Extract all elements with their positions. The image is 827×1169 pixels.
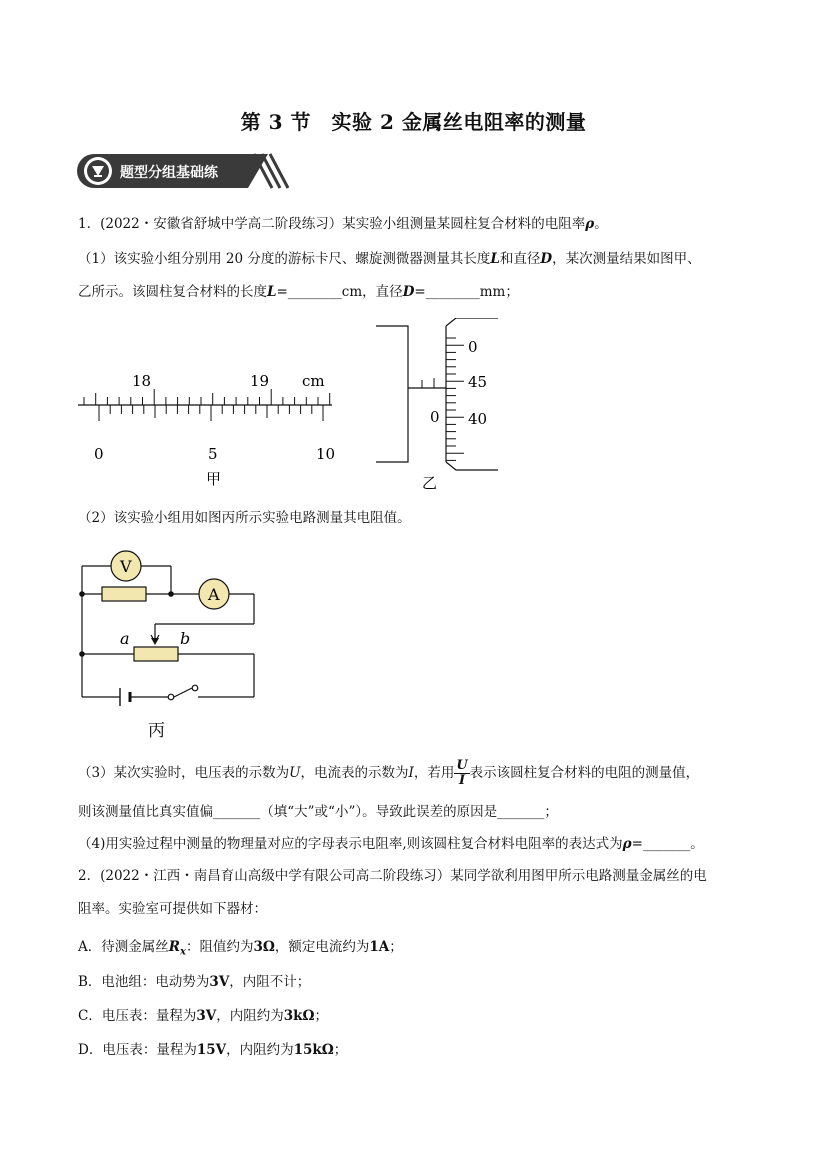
q1-part3-line2: 则该测量值比真实值偏_______（填“大”或“小”）。导致此误差的原因是_______；: [78, 804, 558, 820]
option-b-emf: 3V: [209, 974, 230, 990]
fraction-numerator: U: [456, 758, 468, 773]
q1-stem: [78, 214, 608, 234]
page-title: 第 3 节 实验 2 金属丝电阻率的测量: [240, 110, 587, 134]
resistivity-blank: =_______。: [631, 836, 704, 852]
fraction-U-over-I: [454, 759, 469, 788]
thimble-0: 0: [468, 338, 478, 356]
q2-option-d: [78, 1040, 347, 1060]
q1-stem-end: 。: [594, 216, 608, 232]
option-a-text: A．待测金属丝: [78, 939, 169, 955]
banner-label: 题型分组基础练: [120, 165, 218, 181]
caliper-vernier-10: 10: [316, 445, 336, 463]
vernier-caliper-figure: [74, 366, 346, 490]
q1-p4-text-a: （4)用实验过程中测量的物理量对应的字母表示电阻率,则该圆柱复合材料电阻率的表达式为: [78, 836, 623, 852]
option-c-text: C．电压表：量程为: [78, 1008, 197, 1024]
symbol-D: D: [540, 251, 553, 267]
q2-option-b: [78, 972, 310, 992]
q1-p1-text-b: 和直径: [499, 251, 541, 267]
q1-part1-line1: [78, 249, 701, 269]
voltmeter: [111, 551, 141, 581]
option-b-text: B．电池组：电动势为: [78, 974, 210, 990]
q2-option-a: [78, 937, 403, 963]
resistor: [102, 587, 146, 601]
option-d-range: 15V: [196, 1042, 227, 1058]
option-c-end: ；: [314, 1008, 328, 1024]
fraction-denominator: I: [458, 773, 466, 788]
ammeter: [199, 579, 229, 609]
caliper-main-scale: [84, 389, 330, 405]
length-blank: =________cm，直径: [276, 284, 403, 300]
q1-p3-text-d: 表示该圆柱复合材料的电阻的测量值，: [469, 765, 700, 781]
symbol-R: R: [168, 939, 180, 955]
q1-p3-text-a: （3）某次实验时，电压表的示数为: [78, 765, 290, 781]
caliper-vernier-scale: [99, 405, 323, 421]
option-a-text-b: ：阻值约为: [185, 939, 254, 955]
caliper-vernier-0: 0: [94, 445, 104, 463]
voltmeter-label: V: [120, 557, 132, 576]
symbol-I: I: [408, 765, 414, 781]
caliper-unit: cm: [302, 372, 325, 390]
caliper-main-19: 19: [250, 372, 270, 390]
sleeve-zero: 0: [430, 408, 440, 426]
option-a-end: ；: [389, 939, 403, 955]
figure-caption-yi: 乙: [422, 474, 438, 492]
option-d-text-b: ，内阻约为: [226, 1042, 294, 1058]
q2-stem-line2: 阻率。实验室可提供如下器材：: [78, 901, 267, 917]
symbol-U: U: [289, 765, 301, 781]
q1-part1-line2: [78, 282, 519, 302]
q1-part2: （2）该实验小组用如图丙所示实验电路测量其电阻值。: [78, 510, 411, 526]
symbol-L-2: L: [267, 284, 277, 300]
symbol-R-subscript: x: [179, 946, 186, 958]
q1-stem-text: 1．(2022・安徽省舒城中学高二阶段练习）某实验小组测量某圆柱复合材料的电阻率: [78, 216, 586, 232]
figure-caption-jia: 甲: [206, 470, 222, 488]
q1-part4: [78, 834, 704, 854]
option-c-resistance: 3kΩ: [283, 1008, 315, 1024]
q2-option-c: [78, 1006, 328, 1026]
q1-p3-text-c: ，若用: [413, 765, 455, 781]
thimble-45: 45: [468, 373, 488, 391]
terminal-b: b: [180, 629, 191, 648]
terminal-a: a: [120, 629, 130, 648]
ammeter-label: A: [208, 585, 220, 604]
switch: [192, 685, 198, 691]
option-a-current: 1A: [369, 939, 390, 955]
q1-p1-text-c: ，某次测量结果如图甲、: [552, 251, 701, 267]
option-d-text: D．电压表：量程为: [78, 1042, 197, 1058]
option-d-resistance: 15kΩ: [293, 1042, 334, 1058]
symbol-L: L: [490, 251, 500, 267]
q1-p3-text-b: ，电流表的示数为: [300, 765, 409, 781]
micrometer-figure: [370, 318, 510, 494]
figure-caption-bing: 丙: [148, 721, 165, 741]
caliper-main-18: 18: [132, 372, 152, 390]
rho-symbol-2: ρ: [622, 836, 632, 852]
thimble-scale: [446, 338, 464, 460]
symbol-D-2: D: [402, 284, 415, 300]
option-b-text-b: ，内阻不计；: [229, 974, 311, 990]
option-c-text-b: ，内阻约为: [216, 1008, 284, 1024]
q1-part3-line1: [78, 758, 699, 788]
q2-stem-line1: 2．(2022・江西・南昌育山高级中学有限公司高二阶段练习）某同学欲利用图甲所示电路测量金属丝的电: [78, 868, 707, 884]
caliper-vernier-5: 5: [208, 445, 218, 463]
option-a-resistance: 3Ω: [253, 939, 275, 955]
thimble-40: 40: [468, 410, 488, 428]
q1-p1-line2-a: 乙所示。该圆柱复合材料的长度: [78, 284, 267, 300]
diameter-blank: =________mm；: [414, 284, 519, 300]
rheostat: [134, 647, 178, 661]
section-banner: [76, 150, 294, 192]
option-a-text-c: ，额定电流约为: [274, 939, 370, 955]
option-d-end: ；: [333, 1042, 348, 1058]
ribbon-icon: [84, 157, 112, 185]
rho-symbol: ρ: [585, 216, 595, 232]
q1-p1-text-a: （1）该实验小组分别用 20 分度的游标卡尺、螺旋测微器测量其长度: [78, 251, 491, 267]
option-c-range: 3V: [196, 1008, 217, 1024]
circuit-figure: [70, 542, 270, 742]
